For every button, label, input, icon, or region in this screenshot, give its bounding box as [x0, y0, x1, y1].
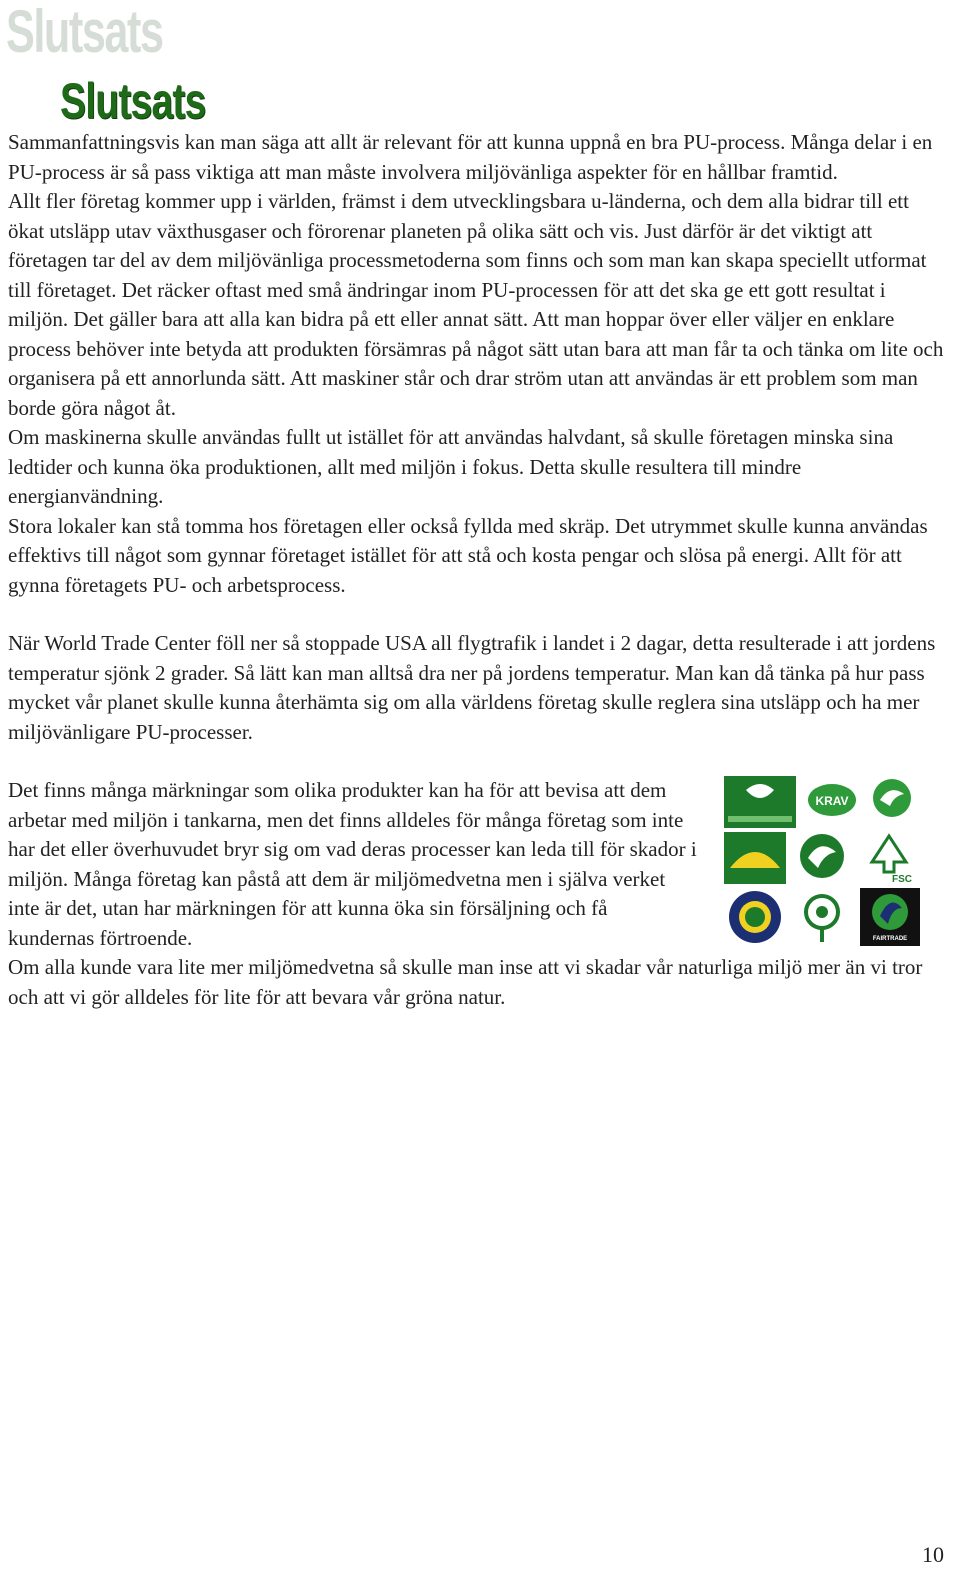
- paragraph-summary: Sammanfattningsvis kan man säga att allt är relevant för att kunna uppnå en bra PU-process. Många delar i en PU-process är så pass viktiga att man måste involvera miljövänliga aspekter för en hållbar framtid.: [8, 130, 933, 184]
- ghost-title: Slutsats: [6, 0, 163, 65]
- organic-globe-logo: [724, 888, 786, 946]
- eu-flower-logo: [790, 888, 854, 946]
- page-title: Slutsats: [60, 73, 206, 129]
- spacer: [8, 747, 948, 776]
- fsc-label: FSC: [892, 874, 912, 885]
- fsc-tree-logo: [858, 832, 920, 885]
- eco-labels-section: [8, 776, 948, 953]
- body-content: [8, 128, 948, 1012]
- eco-labels-image: [724, 776, 920, 946]
- paragraph-labels: Det finns många märkningar som olika produkter kan ha för att bevisa att dem arbetar med miljön i tankarna, men det finns alldeles för många företag som inte har det eller överhuvudet bryr sig om vad deras processer kan leda till för skador i miljön. Många företag kan påstå att dem är miljömedvetna men i själva verket inte är det, utan har märkningen för att kunna öka sin försäljning och få kundernas förtroende.: [8, 778, 697, 950]
- nordic-swan-logo: [790, 832, 854, 884]
- paragraph-wtc: När World Trade Center föll ner så stoppade USA all flygtrafik i landet i 2 dagar, detta resulterade i att jordens temperatur sjönk 2 grader. Så lätt kan man alltså dra ner på jordens temperatur. Man kan då tänka på hur pass mycket vår planet skulle kunna återhämta sig om alla världens företag skulle reglera sina utsläpp och ha mer miljövänligare PU-processer.: [8, 631, 936, 744]
- krav-label: KRAV: [815, 794, 849, 808]
- paragraph-premises: Stora lokaler kan stå tomma hos företagen eller också fyllda med skräp. Det utrymmet skulle kunna användas effektivs till något som gynnar företaget istället för att stå och kosta pengar och slösa på energi. Allt för att gynna företagets PU- och arbetsprocess.: [8, 513, 928, 597]
- paragraph-companies: Allt fler företag kommer upp i världen, främst i dem utvecklingsbara u-länderna, och dem alla bidrar till ett ökat utsläpp utav växthusgaser och förorenar planeten på olika sätt och vis. Just därför är det viktigt att företagen tar del av dem miljövänliga processmetoderna som finns och som man kan skapa speciellt utformat till företaget. Det räcker oftast med små ändringar inom PU-processen för att det ska ge ett gott resultat i miljön. Det gäller bara att alla kan bidra på ett eller annat sätt. Att man hoppar över eller väljer en enklare process behöver inte betyda att produkten försämras på något sätt utan bara att man får ta och tänka om lite och organisera på ett annorlunda sätt. Att maskiner står och drar ström utan att användas är ett problem som man borde göra något åt.: [8, 189, 944, 420]
- paragraph-conclusion: Om alla kunde vara lite mer miljömedvetna så skulle man inse att vi skadar vår naturliga miljö mer än vi tror och att vi gör alldeles för lite för att bevara vår gröna natur.: [8, 955, 923, 1009]
- fairtrade-label: FAIRTRADE: [872, 936, 908, 942]
- spacer: [8, 600, 948, 629]
- krav-logo: [804, 776, 860, 828]
- paragraph-machines: Om maskinerna skulle användas fullt ut istället för att användas halvdant, så skulle företagen minska sina ledtider och kunna öka produktionen, allt med miljön i fokus. Detta skulle resultera till mindre energianvändning.: [8, 425, 894, 508]
- page-number: 10: [922, 1542, 944, 1567]
- sun-organic-logo: [724, 832, 786, 884]
- svanen-logo: [864, 776, 920, 828]
- fairtrade-logo: [860, 888, 920, 946]
- eu-organic-leaf-logo: [724, 776, 796, 828]
